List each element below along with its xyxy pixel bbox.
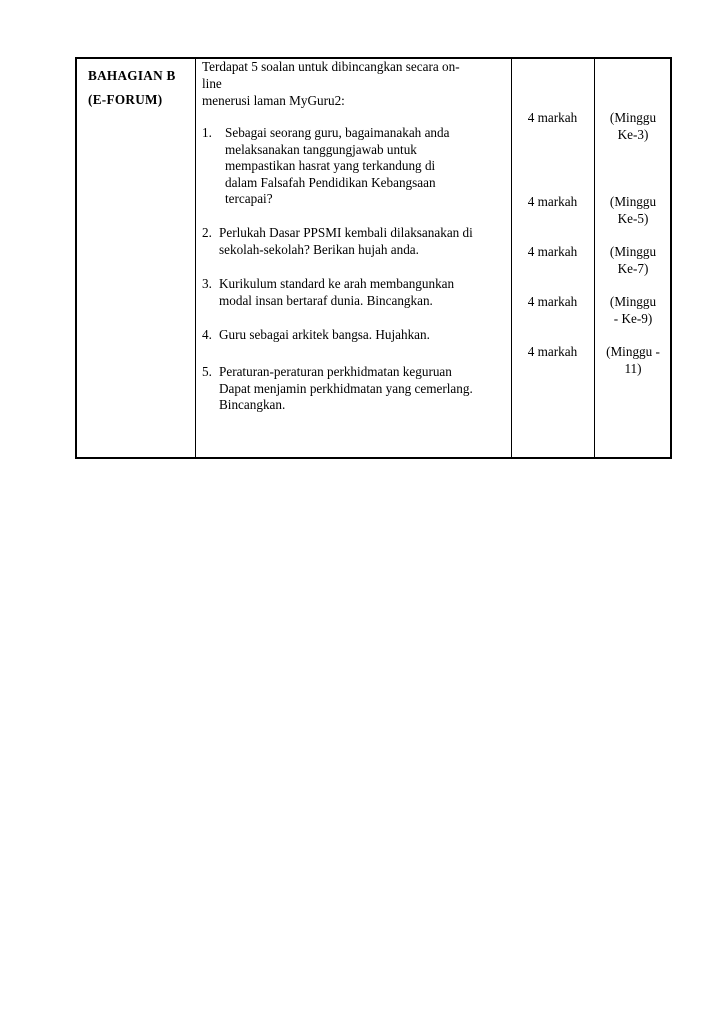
question-number: 1. [202, 125, 212, 140]
week-line: (Minggu - [606, 344, 660, 359]
question-line: Perlukah Dasar PPSMI kembali dilaksanakan di [219, 225, 473, 240]
week-line: Ke-5) [617, 210, 649, 226]
marks-value: 4 markah [527, 244, 578, 259]
question-1 [202, 125, 449, 208]
question-line: Kurikulum standard ke arah membangunkan [219, 276, 455, 291]
week-label [594, 244, 672, 277]
section-label: BAHAGIAN B [88, 68, 176, 83]
marks-value: 4 markah [527, 294, 578, 309]
question-line: Peraturan-peraturan perkhidmatan keguruan [219, 364, 452, 379]
week-label [594, 344, 672, 377]
week-line: (Minggu [609, 110, 657, 125]
question-line: Sebagai seorang guru, bagaimanakah anda [225, 125, 450, 140]
question-line: Bincangkan. [219, 397, 286, 413]
question-number: 2. [202, 225, 212, 240]
question-number: 5. [202, 364, 212, 379]
question-line: Guru sebagai arkitek bangsa. Hujahkan. [219, 327, 430, 342]
week-line: (Minggu [609, 244, 657, 259]
intro-line: menerusi laman MyGuru2: [202, 93, 345, 108]
question-line: modal insan bertaraf dunia. Bincangkan. [219, 292, 433, 308]
week-label [594, 194, 672, 227]
marks-value: 4 markah [527, 194, 578, 209]
question-5 [202, 364, 473, 414]
column-divider [195, 59, 196, 457]
week-line: (Minggu [609, 294, 657, 309]
question-line: dalam Falsafah Pendidikan Kebangsaan [225, 174, 436, 190]
week-line: Ke-3) [617, 126, 649, 142]
question-number: 4. [202, 327, 212, 342]
section-sublabel: (E-FORUM) [88, 92, 163, 107]
week-line: (Minggu [609, 194, 657, 209]
question-line: tercapai? [225, 191, 273, 207]
question-3 [202, 276, 454, 309]
week-line: - Ke-9) [613, 310, 653, 326]
question-2 [202, 225, 473, 258]
week-label [594, 110, 672, 143]
marks-value: 4 markah [527, 344, 578, 359]
assignment-table [75, 57, 672, 459]
question-4 [202, 327, 430, 344]
intro-line: line [202, 76, 222, 91]
week-label [594, 294, 672, 327]
week-line: Ke-7) [617, 260, 649, 276]
marks-value: 4 markah [527, 110, 578, 125]
intro-line: Terdapat 5 soalan untuk dibincangkan secara on- [202, 59, 460, 74]
question-line: sekolah-sekolah? Berikan hujah anda. [219, 241, 419, 257]
question-line: melaksanakan tanggungjawab untuk [225, 141, 417, 157]
question-line: mempastikan hasrat yang terkandung di [225, 158, 436, 174]
question-number: 3. [202, 276, 212, 291]
question-line: Dapat menjamin perkhidmatan yang cemerlang. [219, 380, 473, 396]
week-line: 11) [624, 360, 642, 376]
